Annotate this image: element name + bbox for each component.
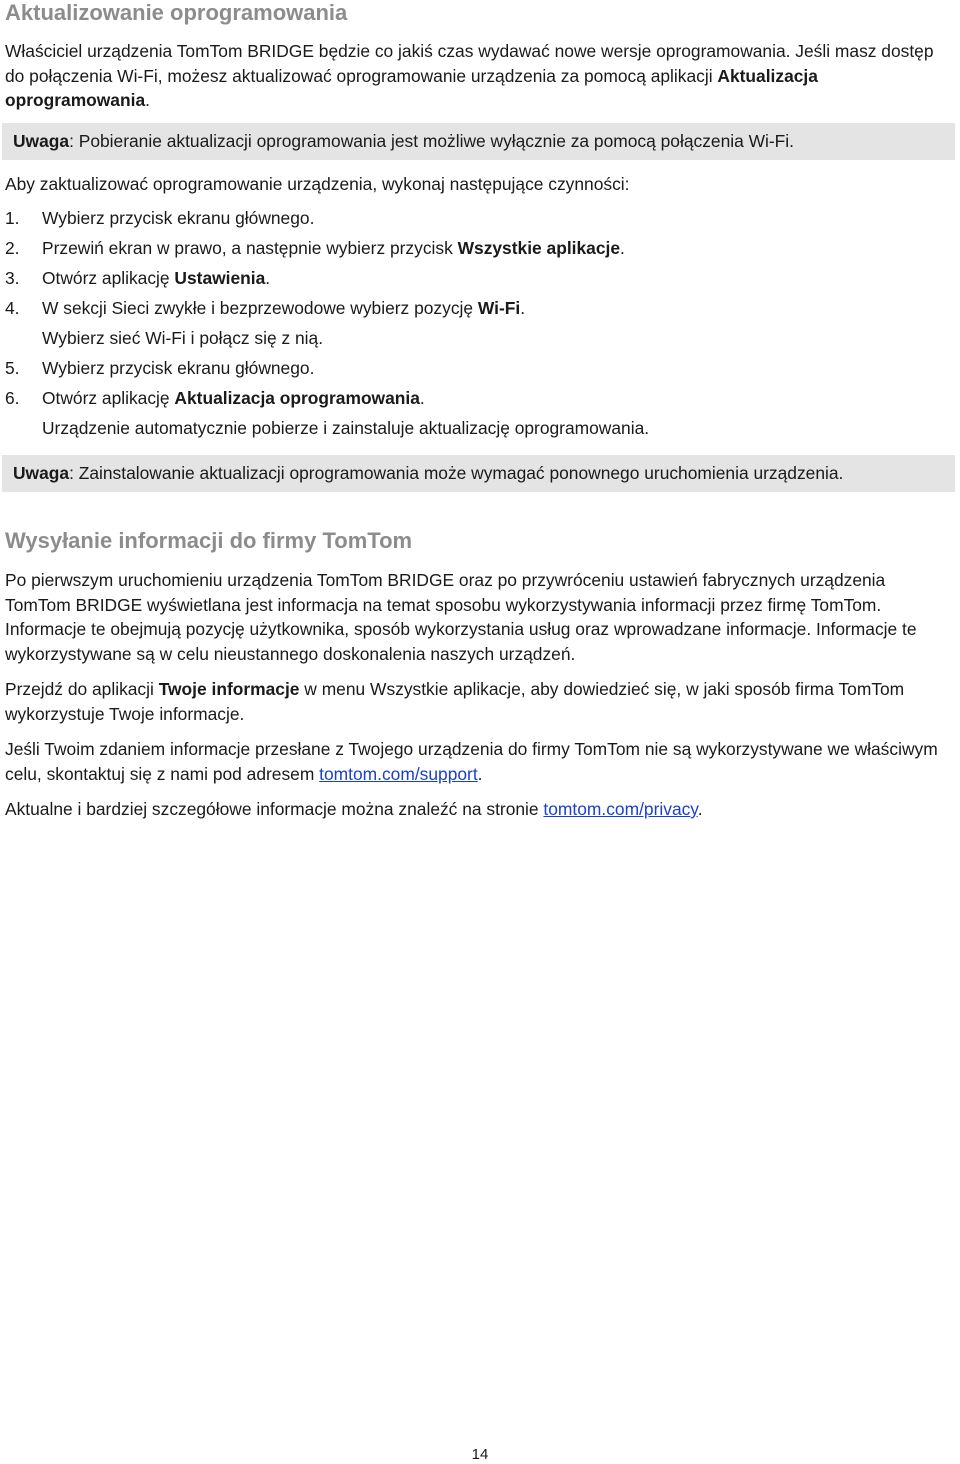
- step-bold: Ustawienia: [174, 267, 266, 288]
- step-number: 6.: [5, 387, 20, 408]
- step-number: 5.: [5, 357, 20, 378]
- update-intro-paragraph: [5, 39, 955, 113]
- section-title-send-info: Wysyłanie informacji do firmy TomTom: [5, 528, 413, 553]
- para2-start: Przejdź do aplikacji: [5, 679, 159, 699]
- step-after: .: [419, 387, 425, 408]
- step-item: [5, 383, 955, 443]
- note-restart: [2, 455, 955, 493]
- step-text: Otwórz aplikację: [42, 387, 175, 408]
- para2-end: w menu Wszystkie aplikacje, aby dowiedzieć się, w jaki sposób firma TomTom wykorzystuje Twoje informacje.: [5, 679, 905, 724]
- step-text: Wybierz przycisk ekranu głównego.: [42, 357, 315, 378]
- step-item: [5, 203, 955, 233]
- info-paragraph-2: [5, 677, 955, 726]
- section-title-software-update: Aktualizowanie oprogramowania: [5, 0, 348, 25]
- note-label: Uwaga: [13, 462, 70, 483]
- update-app-name: Aktualizacja oprogramowania: [5, 65, 818, 110]
- step-after: .: [620, 237, 625, 258]
- step-sub-text: Wybierz sieć Wi-Fi i połącz się z nią.: [42, 327, 324, 348]
- para4-start: Aktualne i bardziej szczegółowe informacje można znaleźć na stronie: [5, 799, 544, 819]
- step-text: Otwórz aplikację: [42, 267, 175, 288]
- step-sub-text: Urządzenie automatycznie pobierze i zainstaluje aktualizację oprogramowania.: [42, 417, 650, 438]
- para3-end: .: [477, 763, 483, 784]
- note-text: : Zainstalowanie aktualizacji oprogramowania może wymagać ponownego uruchomienia urządzenia.: [69, 462, 844, 483]
- page-number: 14: [471, 1446, 489, 1463]
- para3-start: Jeśli Twoim zdaniem informacje przesłane z Twojego urządzenia do firmy TomTom nie są wykorzystywane we właściwym celu, skontaktuj się z nami pod adresem: [5, 739, 938, 784]
- info-paragraph-4: [5, 797, 955, 822]
- update-steps-list: [5, 203, 955, 443]
- privacy-link[interactable]: tomtom.com/privacy: [543, 799, 698, 819]
- step-number: 3.: [5, 267, 20, 288]
- step-text: Wybierz przycisk ekranu głównego.: [42, 207, 315, 228]
- support-link[interactable]: tomtom.com/support: [319, 763, 478, 784]
- info-paragraph-1: Po pierwszym uruchomieniu urządzenia TomTom BRIDGE oraz po przywróceniu ustawień fabrycznych urządzenia TomTom BRIDGE wyświetlana jest informacja na temat sposobu wykorzystywania informacji przez firmę TomTom. Informacje te obejmują pozycję użytkownika, sposób wykorzystania usług oraz wprowadzane informacje. Informacje te wykorzystywane są w celu nieustannego doskonalenia naszych urządzeń.: [5, 570, 917, 664]
- step-item: [5, 353, 955, 383]
- note-text: : Pobieranie aktualizacji oprogramowania jest możliwe wyłącznie za pomocą połączenia Wi-Fi.: [69, 130, 794, 151]
- step-item: [5, 293, 955, 353]
- info-paragraph-3: [5, 737, 955, 786]
- step-item: [5, 233, 955, 263]
- note-label: Uwaga: [13, 130, 70, 151]
- your-info-app-name: Twoje informacje: [158, 679, 300, 699]
- step-after: .: [265, 267, 271, 288]
- step-number: 4.: [5, 297, 20, 318]
- step-bold: Aktualizacja oprogramowania: [174, 387, 420, 408]
- step-bold: Wi-Fi: [477, 297, 521, 318]
- step-number: 1.: [5, 207, 20, 228]
- document-page: [5, 0, 955, 822]
- step-item: [5, 263, 955, 293]
- step-number: 2.: [5, 237, 20, 258]
- update-intro-end: .: [145, 90, 150, 110]
- step-text: Przewiń ekran w prawo, a następnie wybierz przycisk: [42, 237, 458, 258]
- para4-end: .: [697, 799, 703, 819]
- steps-intro: Aby zaktualizować oprogramowanie urządzenia, wykonaj następujące czynności:: [5, 174, 630, 194]
- update-intro-text: Właściciel urządzenia TomTom BRIDGE będzie co jakiś czas wydawać nowe wersje oprogramowania. Jeśli masz dostęp do połączenia Wi-Fi, możesz aktualizować oprogramowanie urządzenia za pomocą aplikacji: [5, 41, 934, 86]
- step-bold: Wszystkie aplikacje: [457, 237, 621, 258]
- note-wifi-only: [2, 123, 955, 161]
- step-text: W sekcji Sieci zwykłe i bezprzewodowe wybierz pozycję: [42, 297, 478, 318]
- step-after: .: [520, 297, 526, 318]
